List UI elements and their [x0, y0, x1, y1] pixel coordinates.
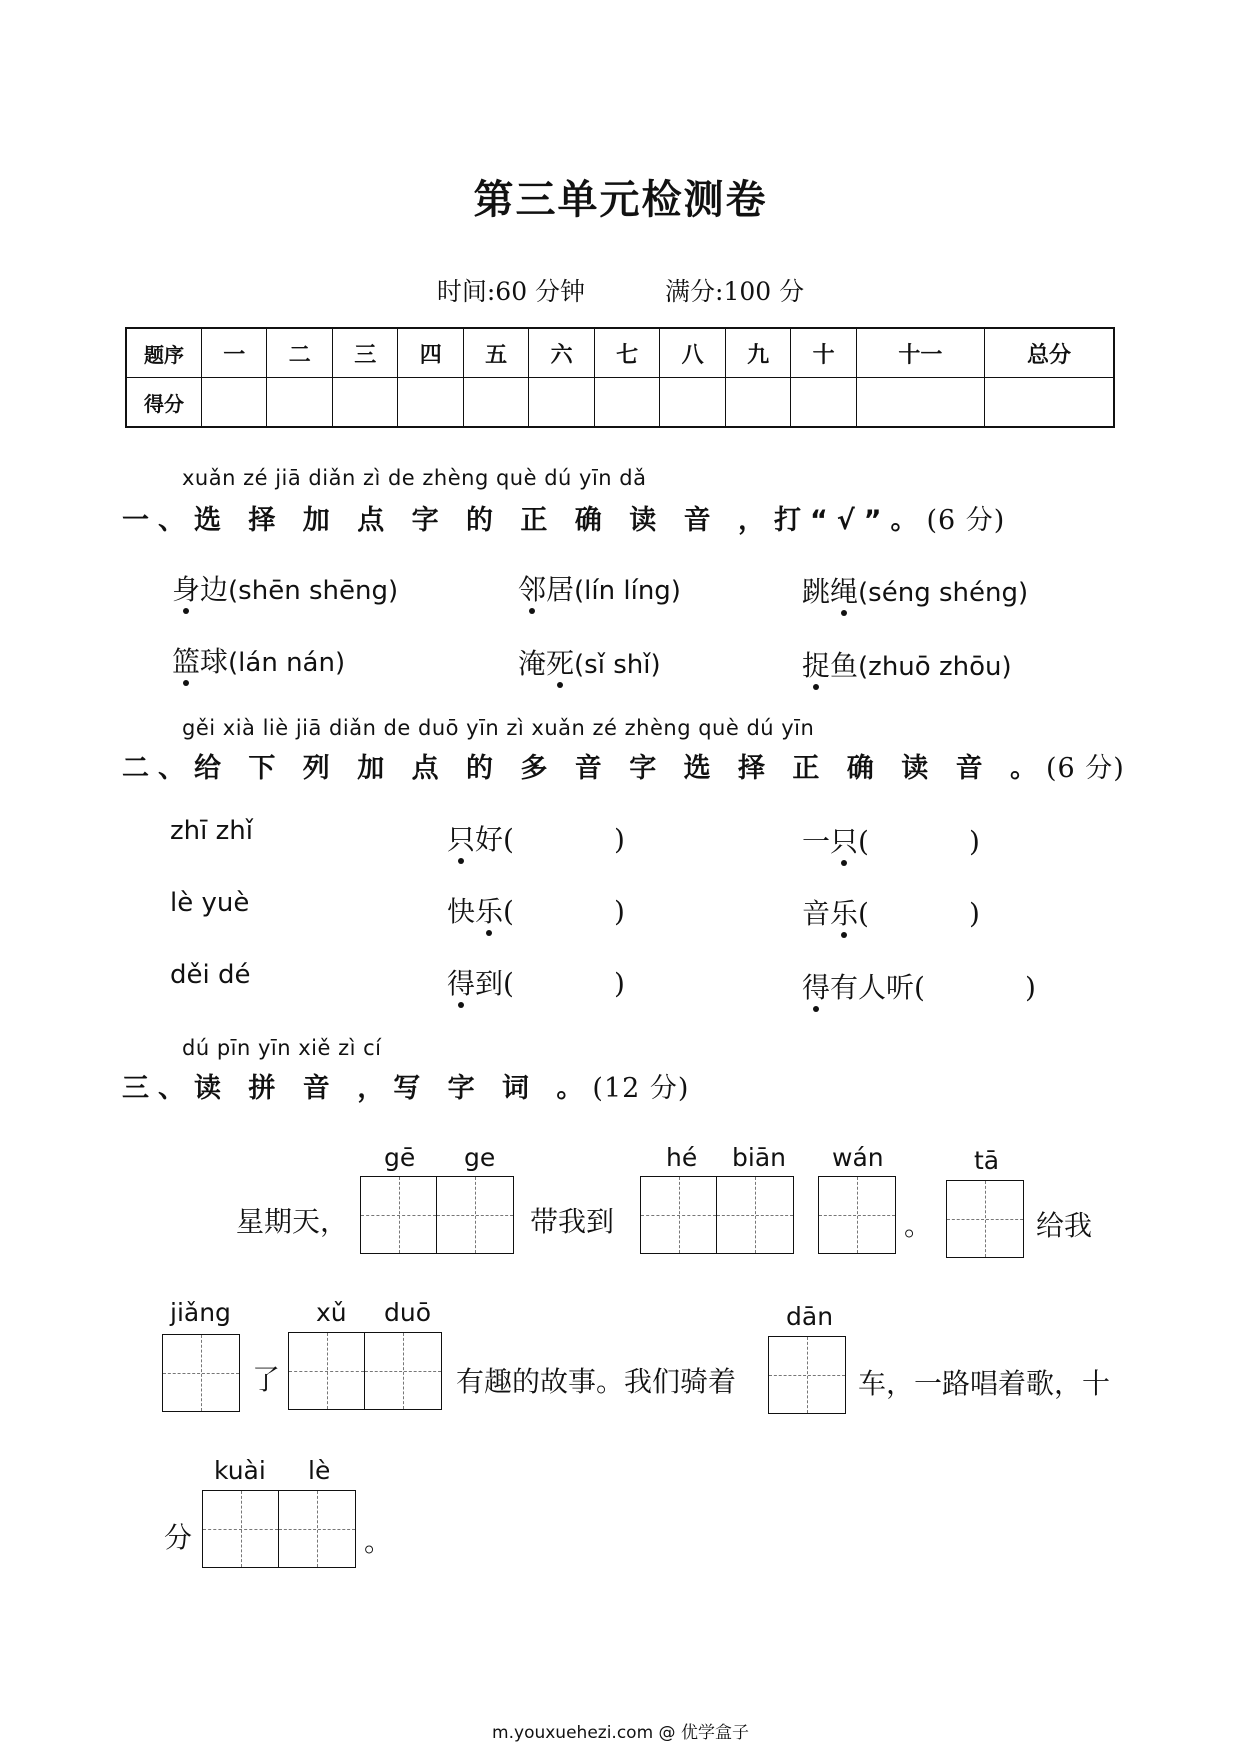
box-pinyin: biān [732, 1143, 786, 1172]
q1-options: (shēn shēng) [228, 576, 399, 606]
q1-title [122, 498, 1005, 537]
score-cell[interactable] [984, 378, 1114, 428]
q3-title [122, 1066, 689, 1105]
box-pinyin: jiǎng [170, 1298, 231, 1327]
q1-options: (lín líng) [574, 576, 681, 606]
q2-word: 一只( ) [802, 825, 980, 858]
q1-item[interactable] [802, 570, 1028, 610]
page-title: 第三单元检测卷 [473, 176, 768, 223]
dotted-char: 捉 [802, 649, 831, 682]
writing-grid-kuaile[interactable] [202, 1490, 356, 1568]
col-3: 三 [332, 328, 397, 378]
col-4: 四 [398, 328, 463, 378]
dotted-char: 死 [546, 647, 575, 680]
box-pinyin: hé [666, 1143, 698, 1172]
q2-word: 音乐( ) [802, 897, 980, 930]
col-1: 一 [202, 328, 267, 378]
score-table-score-row [126, 378, 1114, 428]
dotted-char: 乐 [475, 895, 504, 928]
q2-title [122, 746, 1125, 785]
sentence-text: 给我 [1036, 1209, 1093, 1242]
box-pinyin: dān [786, 1302, 834, 1331]
q1-item[interactable] [172, 640, 345, 680]
writing-grid-gege[interactable] [360, 1176, 514, 1254]
q2-word: 快乐( ) [447, 895, 625, 928]
writing-grid-jiang[interactable] [162, 1334, 240, 1412]
sentence-text: 星期天， [236, 1205, 349, 1238]
q2-pinyin-options: zhī zhǐ [170, 816, 253, 846]
q1-options: (zhuō zhōu) [858, 652, 1012, 682]
score-cell[interactable] [594, 378, 659, 428]
sentence-text: 了 [252, 1363, 281, 1396]
q1-title-text: 一、选 择 加 点 字 的 正 确 读 音 ，打“√”。 [122, 505, 927, 536]
score-cell[interactable] [529, 378, 594, 428]
q2-pinyin: gěi xià liè jiā diǎn de duō yīn zì xuǎn zé zhèng què dú yīn [182, 716, 815, 740]
dotted-char: 乐 [830, 897, 859, 930]
time-limit: 时间:60 分钟 [436, 277, 586, 306]
q2-word: 得有人听( ) [802, 971, 1036, 1004]
score-table [125, 327, 1115, 428]
box-pinyin: duō [384, 1298, 432, 1327]
score-cell[interactable] [332, 378, 397, 428]
score-cell[interactable] [660, 378, 725, 428]
sentence-text: 。 [904, 1209, 933, 1242]
col-6: 六 [529, 328, 594, 378]
q1-item[interactable] [172, 568, 398, 608]
col-10: 十 [791, 328, 856, 378]
box-pinyin: tā [974, 1146, 1000, 1175]
sentence-text: 有趣的故事。我们骑着 [456, 1365, 737, 1398]
q3-title-text: 三、读 拼 音 ，写 字 词 。 [122, 1073, 593, 1104]
col-2: 二 [267, 328, 332, 378]
score-cell[interactable] [463, 378, 528, 428]
score-cell[interactable] [791, 378, 856, 428]
sentence-text: 分 [164, 1521, 193, 1554]
box-pinyin: wán [832, 1143, 884, 1172]
box-pinyin: ge [464, 1143, 496, 1172]
sentence-text: 。 [364, 1525, 393, 1558]
word-part: 球 [200, 645, 229, 678]
q1-item[interactable] [518, 642, 661, 682]
q3-pinyin: dú pīn yīn xiě zì cí [182, 1036, 382, 1060]
word-part: 好 [475, 823, 504, 856]
footer-watermark: m.youxuehezi.com @ 优学盒子 [492, 1723, 749, 1743]
row-label-score: 得分 [126, 378, 202, 428]
col-5: 五 [463, 328, 528, 378]
box-pinyin: gē [384, 1143, 416, 1172]
q1-pinyin: xuǎn zé jiā diǎn zì de zhèng què dú yīn dǎ [182, 466, 647, 490]
word-part: 到 [475, 967, 504, 1000]
score-table-header-row [126, 328, 1114, 378]
word-part: 边 [200, 573, 229, 606]
q2-word: 得到( ) [447, 967, 625, 1000]
row-label-question: 题序 [126, 328, 202, 378]
col-total: 总分 [984, 328, 1114, 378]
word-part: 有人听 [830, 971, 915, 1004]
dotted-char: 身 [172, 573, 201, 606]
col-11: 十一 [856, 328, 984, 378]
dotted-char: 得 [447, 967, 476, 1000]
q1-options: (sǐ shǐ) [574, 650, 661, 680]
q1-options: (lán nán) [228, 648, 346, 678]
q2-score: (6 分) [1046, 753, 1125, 784]
writing-grid-hebian[interactable] [640, 1176, 794, 1254]
q1-options: (séng shéng) [858, 578, 1029, 608]
q3-score: (12 分) [592, 1073, 690, 1104]
col-9: 九 [725, 328, 790, 378]
word-part: 跳 [802, 575, 831, 608]
score-cell[interactable] [202, 378, 267, 428]
q2-pinyin-options: lè yuè [170, 888, 250, 918]
score-cell[interactable] [856, 378, 984, 428]
q2-title-text: 二、给 下 列 加 点 的 多 音 字 选 择 正 确 读 音 。 [122, 753, 1046, 784]
dotted-char: 邻 [518, 573, 547, 606]
q2-pinyin-options: děi dé [170, 960, 251, 990]
dotted-char: 绳 [830, 575, 859, 608]
dotted-char: 只 [830, 825, 859, 858]
box-pinyin: lè [308, 1456, 331, 1485]
q1-score: (6 分) [926, 505, 1006, 536]
word-part: 淹 [518, 647, 547, 680]
q2-word: 只好( ) [447, 823, 625, 856]
dotted-char: 只 [447, 823, 476, 856]
box-pinyin: kuài [214, 1456, 266, 1485]
exam-info [0, 272, 1241, 308]
box-pinyin: xǔ [316, 1298, 347, 1327]
word-part: 鱼 [830, 649, 859, 682]
word-part: 快 [447, 895, 476, 928]
sentence-text: 带我到 [530, 1205, 615, 1238]
dotted-char: 得 [802, 971, 831, 1004]
q1-item[interactable] [518, 568, 681, 608]
score-cell[interactable] [267, 378, 332, 428]
writing-grid-ta[interactable] [946, 1180, 1024, 1258]
word-part: 音 [802, 897, 831, 930]
full-score: 满分:100 分 [665, 277, 805, 306]
writing-grid-dan[interactable] [768, 1336, 846, 1414]
dotted-char: 篮 [172, 645, 201, 678]
col-8: 八 [660, 328, 725, 378]
writing-grid-wan[interactable] [818, 1176, 896, 1254]
score-cell[interactable] [725, 378, 790, 428]
word-part: 一 [802, 825, 831, 858]
writing-grid-xuduo[interactable] [288, 1332, 442, 1410]
score-cell[interactable] [398, 378, 463, 428]
q1-item[interactable] [802, 644, 1012, 684]
col-7: 七 [594, 328, 659, 378]
sentence-text: 车，一路唱着歌，十 [858, 1367, 1111, 1400]
word-part: 居 [546, 573, 575, 606]
